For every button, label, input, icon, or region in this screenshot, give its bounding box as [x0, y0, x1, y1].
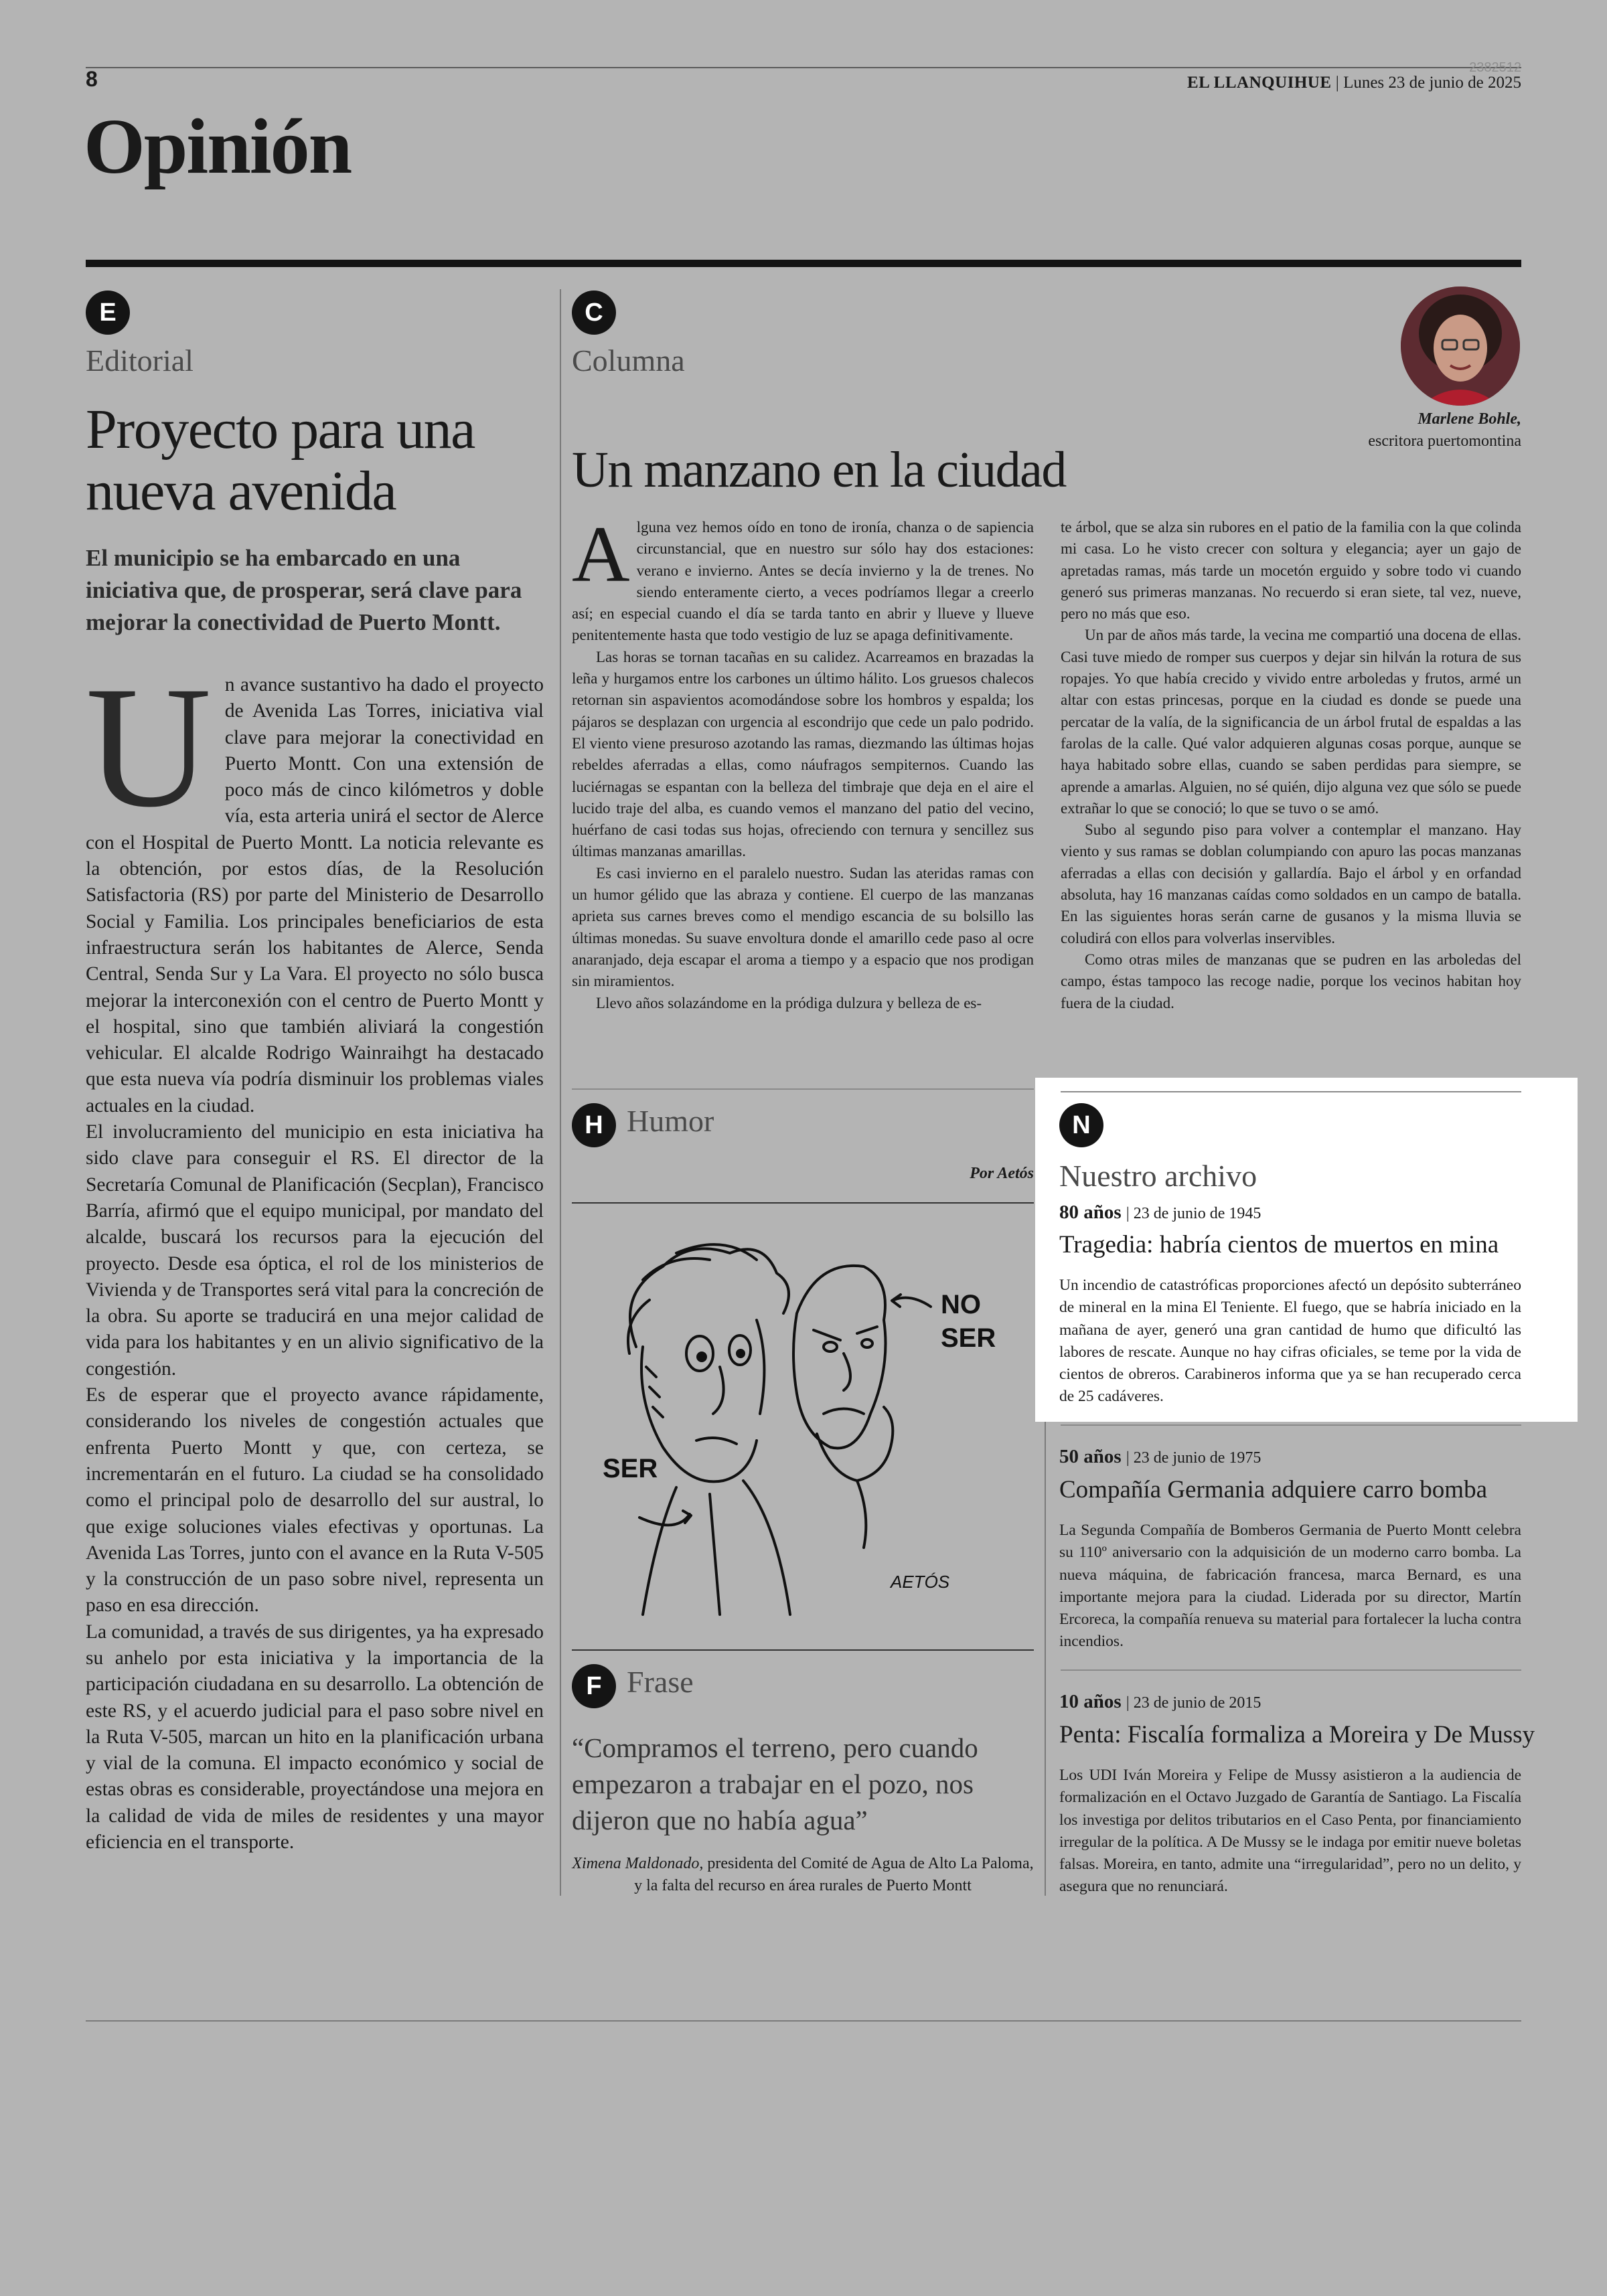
author-role: escritora puertomontina [1368, 432, 1521, 450]
archive-date: | 23 de junio de 2015 [1126, 1694, 1261, 1712]
archive-date: | 23 de junio de 1945 [1126, 1205, 1261, 1222]
editorial-paragraph: La comunidad, a través de sus dirigentes, ya ha expresado su anhelo por esta iniciativa y la importancia de la participación ciudadana en su desarrollo. La obtención de este RS, y el acuerdo judicial para el paso sobre nivel en la Ruta V-505, marcan un hito en la planificación urbana y vial de la comuna. El impacto económico y social de estas obras es considerable, proyectándose una mejora en la calidad de vida de miles de residentes y una mayor eficiencia en el transporte. [86, 1621, 544, 1854]
frase-kicker: Frase [627, 1665, 694, 1699]
archive-divider [1061, 1669, 1521, 1671]
archive-kicker: Nuestro archivo [1059, 1159, 1257, 1193]
column-headline: Un manzano en la ciudad [572, 442, 1066, 498]
frase-badge: F [572, 1664, 616, 1708]
archive-item-3-year [1059, 1691, 1261, 1713]
cartoon-label-no: NO [941, 1290, 981, 1319]
column-kicker: Columna [572, 343, 685, 378]
humor-badge: H [572, 1103, 616, 1147]
column-paragraph: te árbol, que se alza sin rubores en el patio de la familia con la que colinda mi casa. Lo he visto crecer con soltura y elegancia; ayer un gajo de apretadas ramas, más tarde un mocetón erguido y sobre todo vi cuando generó sus primeras manzanas. No recuerdo si eran siete, tal vez, nueve, pero no más que eso. [1061, 519, 1521, 623]
cartoon-drawing [576, 1213, 1031, 1628]
archive-item-3-text: Los UDI Iván Moreira y Felipe de Mussy asistieron a la audiencia de formalización en el Octavo Juzgado de Garantía de Santiago. La Fiscalía los investiga por delitos tributarios en el Caso Penta, por financiamiento irregular de la política. A De Mussy se le indaga por emitir nueve boletas falsas. Moreira, en tanto, admite una “irregularidad”, pero no un delito, y asegura que no renunciará. [1059, 1767, 1521, 1896]
editorial-paragraph: Es de esperar que el proyecto avance rápidamente, considerando los niveles de congestión actuales que enfrenta Puerto Montt y que, con certeza, se incrementarán en el futuro. La ciudad se ha consolidado como el principal polo de desarrollo del sur austral, lo que exige soluciones viales efectivas y oportunas. La Avenida Las Torres, junto con el avance en la Ruta V-505 y la construcción de un paso sobre nivel, representa un paso en esa dirección. [86, 1384, 544, 1617]
column-paragraph: Como otras miles de manzanas que se pudren en las arboledas del campo, éstas tampoco las recoge nadie, porque los vecinos habitan hoy fuera de la ciudad. [1061, 951, 1521, 1011]
editorial-badge: E [86, 291, 130, 335]
author-portrait [1401, 286, 1520, 406]
author-portrait-image [1401, 286, 1520, 406]
archive-years: 80 años [1059, 1202, 1122, 1223]
column-text-b [1061, 517, 1521, 1014]
editorial-paragraph: n avance sustantivo ha dado el proyecto de Avenida Las Torres, iniciativa vial clave para mejorar la conectividad en Puerto Montt. Con una extensión de poco más de cinco kilómetros y doble vía, esta arteria unirá el sector de Alerce con el Hospital de Puerto Montt. La noticia relevante es la obtención, por estos días, de la Resolución Satisfactoria (RS) por parte del Ministerio de Desarrollo Social y Familia. Los principales beneficiarios de esta infraestructura serán los habitantes de Alerce, Senda Central, Senda Sur y La Vara. El proyecto no sólo busca mejorar la interconexión con el centro de Puerto Montt y el hospital, sino que también aliviará la congestión vehicular. El alcalde Rodrigo Wainraihgt ha destacado que esta nueva vía podría disminuir los problemas viales actuales en la ciudad. [86, 674, 544, 1117]
footer-rule [86, 2020, 1521, 2022]
humor-credit: Por Aetós [970, 1165, 1034, 1182]
column-dropcap: A [572, 509, 630, 598]
archive-item-1-text: Un incendio de catastróficas proporciones afectó un depósito subterráneo de mineral en la mina El Teniente. El fuego, que se habría iniciado en la mañana de ayer, generó una gran cantidad de humo que dificultó las labores de rescate. Aunque no hay cifras oficiales, se teme por la vida de cientos de obreros. Carabineros informa que ya se han recuperado cerca de 25 cadáveres. [1059, 1277, 1521, 1406]
publication-name: EL LLANQUIHUE [1187, 74, 1332, 92]
column-paragraph: Subo al segundo piso para volver a contemplar el manzano. Hay viento y sus ramas se doblan columpiando con apuro las pocas manzanas aferradas a ellas con decisión y gallardía. Bajo el árbol y en orfandad absoluta, hay 16 manzanas caídas como soldados en un campo de batalla. En las siguientes horas serán carne de gusanos y la misma lluvia se coludirá con ellos para volverlas inservibles. [1061, 821, 1521, 947]
editorial-paragraph: El involucramiento del municipio en esta iniciativa ha sido clave para conseguir el RS. El director de la Secretaría Comunal de Planificación (Secplan), Francisco Barría, afirmó que el equipo municipal, por mandato del alcalde, buscará los recursos para la ejecución del proyecto. Desde esa óptica, el rol de los ministerios de Vivienda y de Transportes será vital para la concreción de la obra. Su aporte se traducirá en una mejor calidad de vida para los habitantes y en un alivio significativo de la congestión. [86, 1121, 544, 1380]
masthead: EL LLANQUIHUE | Lunes 23 de junio de 2025 [1187, 74, 1521, 92]
archive-years: 10 años [1059, 1691, 1122, 1712]
editorial-dropcap: U [86, 651, 212, 843]
column-paragraph: Las horas se tornan tacañas en su calidez. Acarreamos en brazadas la leña y hurgamos entre los carbones un último hálito. Los gruesos chalecos retornan sin aspavientos acomodándose sobre los hombros y espalda; los pájaros se desplazan con urgencia al escondrijo que cede un palo podrido. El viento viene presuroso azotando las ramas, diezmando las últimas hojas rebeldes aferradas a ellas, como náufragos sempiternos. Cuando las luciérnagas se espantan con la belleza del timbraje que deja en el aire el lucido traje del alba, es cuando vemos el manzano del patio del vecino, huérfano de casi todas sus hojas, ofreciendo con ternura y sencillez sus últimas manzanas amarillas. [572, 648, 1034, 860]
archive-divider [1061, 1424, 1521, 1426]
page-number: 8 [86, 67, 98, 91]
frase-attribution [572, 1853, 1034, 1897]
top-rule [86, 67, 1521, 68]
archive-top-rule [1061, 1091, 1521, 1092]
issue-date: Lunes 23 de junio de 2025 [1343, 74, 1521, 92]
archive-item-2-year [1059, 1446, 1261, 1468]
frase-quote: “Compramos el terreno, pero cuando empezaron a trabajar en el pozo, nos dijeron que no había agua” [572, 1732, 978, 1835]
section-title: Opinión [84, 102, 352, 190]
editorial-kicker: Editorial [86, 343, 194, 378]
frase-top-rule [572, 1649, 1034, 1651]
archive-item-1-year [1059, 1202, 1261, 1224]
editorial-headline-line2: nueva avenida [86, 460, 396, 522]
author-name: Marlene Bohle, [1418, 410, 1521, 428]
column-badge: C [572, 291, 616, 335]
cartoon-signature: AETÓS [891, 1572, 950, 1592]
archive-item-2-title: Compañía Germania adquiere carro bomba [1059, 1476, 1488, 1503]
archive-date: | 23 de junio de 1975 [1126, 1449, 1261, 1467]
column-divider-left [560, 289, 561, 1896]
humor-cartoon-rule [572, 1202, 1034, 1204]
column-paragraph: Es casi invierno en el paralelo nuestro. Sudan las ateridas ramas con un humor gélido que las abraza y contiene. El cuerpo de las manzanas aprieta sus carnes breves como el mendigo escancia de su bolsillo las últimas monedas. Su suave envoltura donde el amarillo cede paso al ocre anaranjado, deja escapar el aroma a tiempo y a espacio que nos prodigan sin miramientos. [572, 864, 1034, 990]
frase-author-role: presidenta del Comité de Agua de Alto La Paloma, y la falta del recurso en área rurales de Puerto Montt [634, 1855, 1034, 1894]
cartoon-label-ser: SER [603, 1454, 658, 1483]
cartoon-label-ser2: SER [941, 1323, 996, 1353]
page-code: 2382512 [1469, 60, 1521, 75]
section-rule [86, 260, 1521, 267]
humor-top-rule [572, 1088, 1034, 1090]
editorial-headline [86, 399, 554, 522]
humor-kicker: Humor [627, 1104, 714, 1138]
column-byline [1368, 408, 1521, 453]
editorial-headline-line1: Proyecto para una [86, 398, 475, 461]
archive-badge: N [1059, 1103, 1103, 1147]
frase-author: Ximena Maldonado, [572, 1855, 704, 1872]
archive-years: 50 años [1059, 1446, 1122, 1467]
column-text-a [572, 509, 1034, 1014]
editorial-body [86, 651, 544, 1856]
column-paragraph: Un par de años más tarde, la vecina me compartió una docena de ellas. Casi tuve miedo de romper sus cuerpos y dejar sin hilván la rotura de sus ropajes. Yo que había crecido y vivido entre arboledas y frutos, armé un altar con estas princesas, porque en la ciudad es donde se puede una percatar de la valía, de la significancia de un árbol frutal de espaldas a las farolas de la calle. Qué valor adquieren algunas cosas porque, aunque se haya habitado sobre ellas, cuando se saben perdidas para siempre, se aprende a amarlas. Alguien, no sé quién, dijo alguna vez que sólo se puede extrañar lo que se conoció; lo que se tuvo o se amó. [1061, 627, 1521, 817]
humor-cartoon [576, 1213, 1031, 1628]
column-paragraph: lguna vez hemos oído en tono de ironía, chanza o de sapiencia circunstancial, que en nuestro sur sólo hay dos estaciones: verano e invierno. Antes se decía invierno y la de trenes. No siendo enteramente cierto, a veces podríamos llegar a creerlo así; en especial cuando el día se tarda tanto en abrir y llueve y llueve penitentemente hasta que todo vestigio de luz se apaga definitivamente. [572, 519, 1034, 644]
archive-item-2-text: La Segunda Compañía de Bomberos Germania de Puerto Montt celebra su 110º aniversario con la adquisición de un moderno carro bomba. La nueva máquina, de fabricación francesa, marca Bernard, es una importante mejora para la ciudad. Liderada por su director, Martín Ercoreca, la compañía renueva su material para fortalecer la lucha contra incendios. [1059, 1522, 1521, 1651]
archive-item-1-title: Tragedia: habría cientos de muertos en mina [1059, 1231, 1499, 1258]
archive-item-3-title: Penta: Fiscalía formaliza a Moreira y De Mussy [1059, 1721, 1535, 1748]
column-paragraph: Llevo años solazándome en la pródiga dulzura y belleza de es- [596, 994, 982, 1011]
editorial-lead: El municipio se ha embarcado en una iniciativa que, de prosperar, será clave para mejorar la conectividad de Puerto Montt. [86, 545, 522, 635]
